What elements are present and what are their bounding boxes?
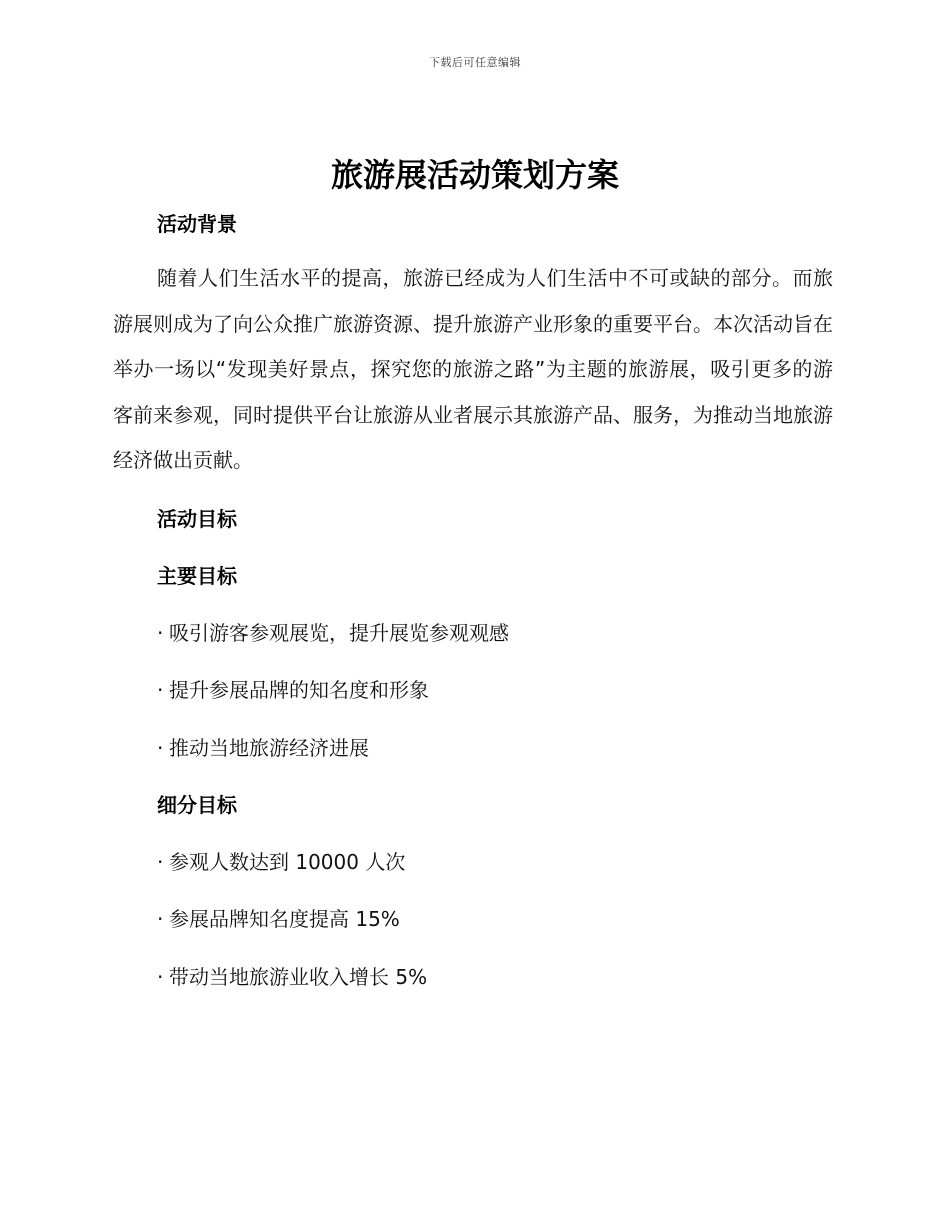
main-goals-heading: 主要目标 <box>157 564 237 588</box>
list-item-text: 吸引游客参观展览，提升展览参观观感 <box>169 621 509 645</box>
bullet-dot-icon: · <box>157 621 164 645</box>
list-item-detail-goal-1 <box>157 846 405 875</box>
list-item-main-goal-3 <box>157 732 369 761</box>
list-item-text: 参观人数达到 10000 人次 <box>169 850 406 874</box>
bullet-dot-icon: · <box>157 678 164 702</box>
list-item-main-goal-1 <box>157 617 509 646</box>
list-item-detail-goal-3 <box>157 961 427 990</box>
list-item-text: 带动当地旅游业收入增长 5% <box>169 965 428 989</box>
background-paragraph: 随着人们生活水平的提高，旅游已经成为人们生活中不可或缺的部分。而旅游展则成为了向公众推广旅游资源、提升旅游产业形象的重要平台。本次活动旨在举办一场以“发现美好景点，探究您的旅游之路”为主题的旅游展，吸引更多的游客前来参观，同时提供平台让旅游从业者展示其旅游产品、服务，为推动当地旅游经济做出贡献。 <box>113 266 833 472</box>
bullet-dot-icon: · <box>157 965 164 989</box>
list-item-text: 提升参展品牌的知名度和形象 <box>169 678 429 702</box>
list-item-main-goal-2 <box>157 674 429 703</box>
document-title: 旅游展活动策划方案 <box>330 156 619 194</box>
list-item-detail-goal-2 <box>157 903 400 932</box>
goals-heading: 活动目标 <box>157 507 237 531</box>
bullet-dot-icon: · <box>157 907 164 931</box>
list-item-text: 参展品牌知名度提高 15% <box>169 907 400 931</box>
background-heading: 活动背景 <box>157 212 237 236</box>
bullet-dot-icon: · <box>157 850 164 874</box>
header-note: 下载后可任意编辑 <box>429 56 521 69</box>
bullet-dot-icon: · <box>157 736 164 760</box>
detail-goals-heading: 细分目标 <box>157 793 237 817</box>
list-item-text: 推动当地旅游经济进展 <box>169 736 369 760</box>
